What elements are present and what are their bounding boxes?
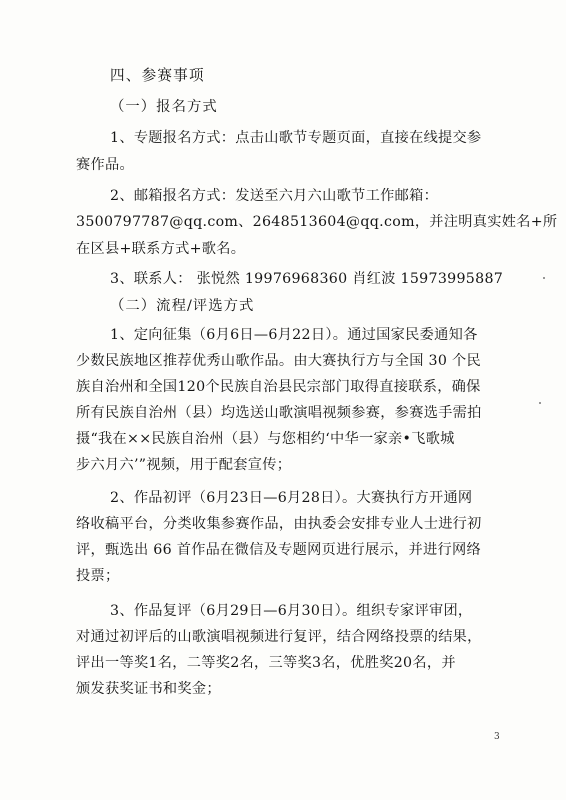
text-line: 颁发获奖证书和奖金； [76, 681, 221, 697]
text-line: 评，甄选出 66 首作品在微信及专题网页进行展示，并进行网络 [76, 542, 481, 558]
scan-speck [539, 402, 541, 404]
text-line: 族自治州和全国120个民族自治县民宗部门取得直接联系，确保 [76, 379, 481, 395]
text-line: 摄“我在××民族自治州（县）与您相约‘中华一家亲•飞歌城 [76, 431, 455, 447]
subsection-heading: （一）报名方式 [110, 99, 218, 115]
contact-line: 3、联系人： 张悦然 19976968360 肖红波 15973995887 [110, 271, 504, 287]
text-line: 所有民族自治州（县）均选送山歌演唱视频参赛，参赛选手需拍 [76, 405, 482, 421]
text-line: 1、定向征集（6月6日—6月22日）。通过国家民委通知各 [110, 327, 478, 343]
text-line: 2、作品初评（6月23日—6月28日）。大赛执行方开通网 [110, 490, 473, 506]
text-line: 3、作品复评（6月29日—6月30日）。组织专家评审团， [110, 603, 473, 619]
text-line: 少数民族地区推荐优秀山歌作品。由大赛执行方与全国 30 个民 [76, 353, 481, 369]
text-line: 步六月六’”视频，用于配套宣传； [76, 457, 292, 473]
text-line: 在区县+联系方式+歌名。 [76, 241, 246, 257]
email-line: 3500797787@qq.com、2648513604@qq.com，并注明真实姓名+所 [76, 214, 558, 230]
subsection-heading: （二）流程/评选方式 [110, 298, 255, 314]
text-line: 2、邮箱报名方式：发送至六月六山歌节工作邮箱： [110, 188, 439, 204]
page-number: 3 [494, 732, 500, 742]
text-line: 赛作品。 [76, 157, 134, 173]
text-line: 1、专题报名方式：点击山歌节专题页面，直接在线提交参 [110, 130, 482, 146]
text-line: 络收稿平台，分类收集参赛作品，由执委会安排专业人士进行初 [76, 516, 482, 532]
text-line: 评出一等奖1名，二等奖2名，三等奖3名，优胜奖20名，并 [76, 655, 456, 671]
text-line: 投票； [76, 568, 120, 584]
scan-speck [543, 277, 545, 279]
text-line: 对通过初评后的山歌演唱视频进行复评，结合网络投票的结果， [76, 629, 482, 645]
section-heading: 四、参赛事项 [110, 67, 205, 84]
